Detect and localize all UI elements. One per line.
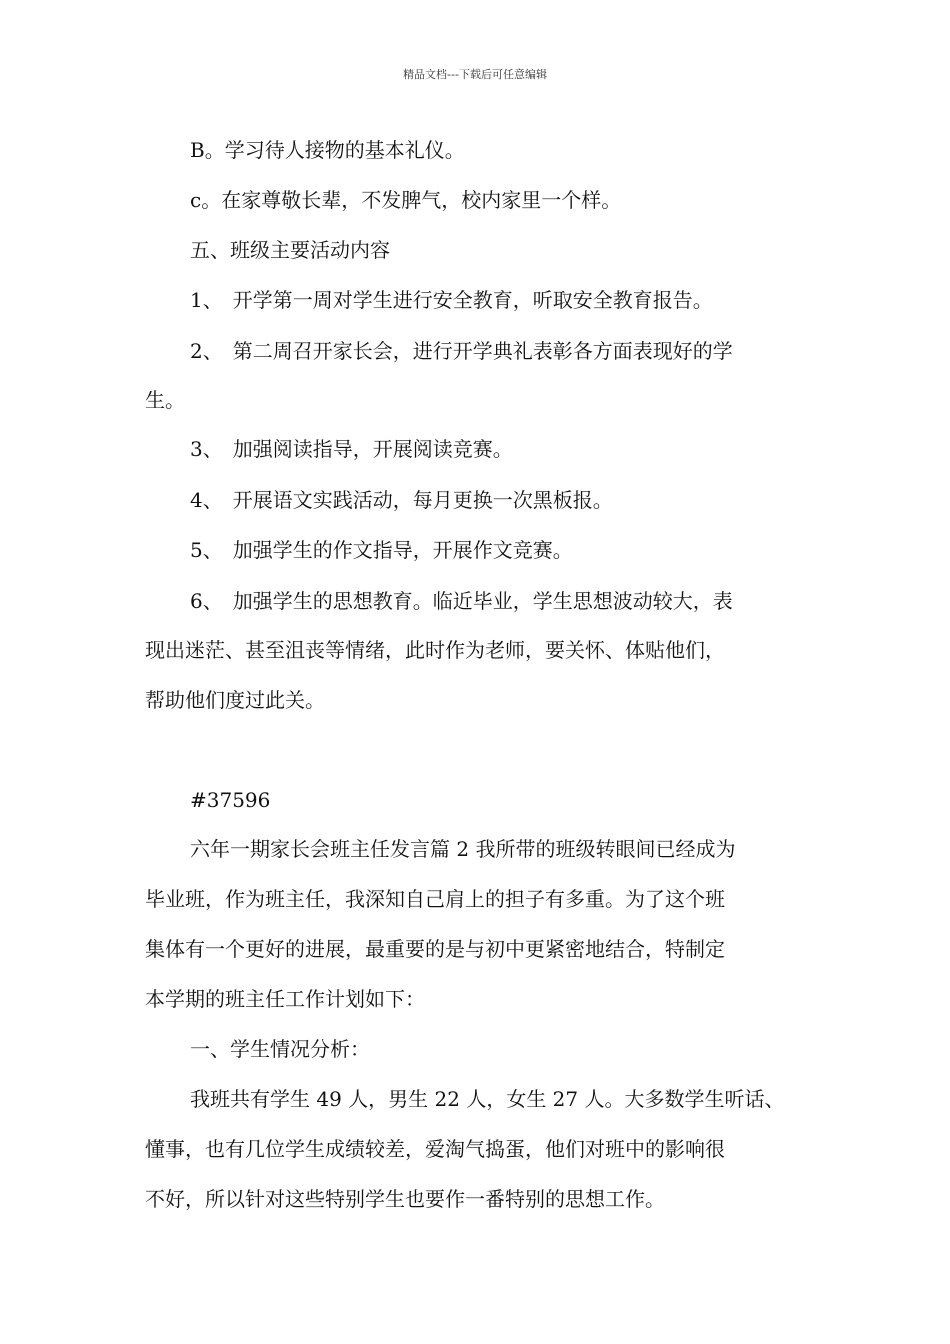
text-line: 我班共有学生 49 人，男生 22 人，女生 27 人。大多数学生听话、 bbox=[190, 1087, 785, 1111]
text-line: 五、班级主要活动内容 bbox=[190, 238, 390, 262]
text-line: 毕业班，作为班主任，我深知自己肩上的担子有多重。为了这个班 bbox=[145, 887, 725, 911]
text-line: 六年一期家长会班主任发言篇 2 我所带的班级转眼间已经成为 bbox=[190, 837, 736, 861]
text-line: 集体有一个更好的进展，最重要的是与初中更紧密地结合，特制定 bbox=[145, 937, 725, 961]
text-line: 懂事，也有几位学生成绩较差，爱淘气捣蛋，他们对班中的影响很 bbox=[145, 1137, 725, 1161]
text-line: 生。 bbox=[145, 388, 185, 412]
document-id: #37596 bbox=[190, 788, 271, 812]
text-line: 本学期的班主任工作计划如下： bbox=[145, 987, 425, 1011]
text-line: c。在家尊敬长辈，不发脾气，校内家里一个样。 bbox=[190, 188, 622, 212]
text-line: 6、 加强学生的思想教育。临近毕业，学生思想波动较大，表 bbox=[190, 589, 733, 613]
text-line: 2、 第二周召开家长会，进行开学典礼表彰各方面表现好的学 bbox=[190, 339, 733, 363]
text-line: 不好，所以针对这些特别学生也要作一番特别的思想工作。 bbox=[145, 1187, 665, 1211]
section-heading: 一、学生情况分析： bbox=[190, 1037, 370, 1061]
text-line: 5、 加强学生的作文指导，开展作文竞赛。 bbox=[190, 538, 573, 562]
text-line: 现出迷茫、甚至沮丧等情绪，此时作为老师，要关怀、体贴他们， bbox=[145, 638, 725, 662]
text-line: B。学习待人接物的基本礼仪。 bbox=[190, 138, 465, 162]
text-line: 1、 开学第一周对学生进行安全教育，听取安全教育报告。 bbox=[190, 288, 713, 312]
page-header: 精品文档---下载后可任意编辑 bbox=[403, 68, 547, 81]
text-line: 帮助他们度过此关。 bbox=[145, 688, 325, 712]
text-line: 4、 开展语文实践活动，每月更换一次黑板报。 bbox=[190, 488, 613, 512]
text-line: 3、 加强阅读指导，开展阅读竞赛。 bbox=[190, 437, 513, 461]
